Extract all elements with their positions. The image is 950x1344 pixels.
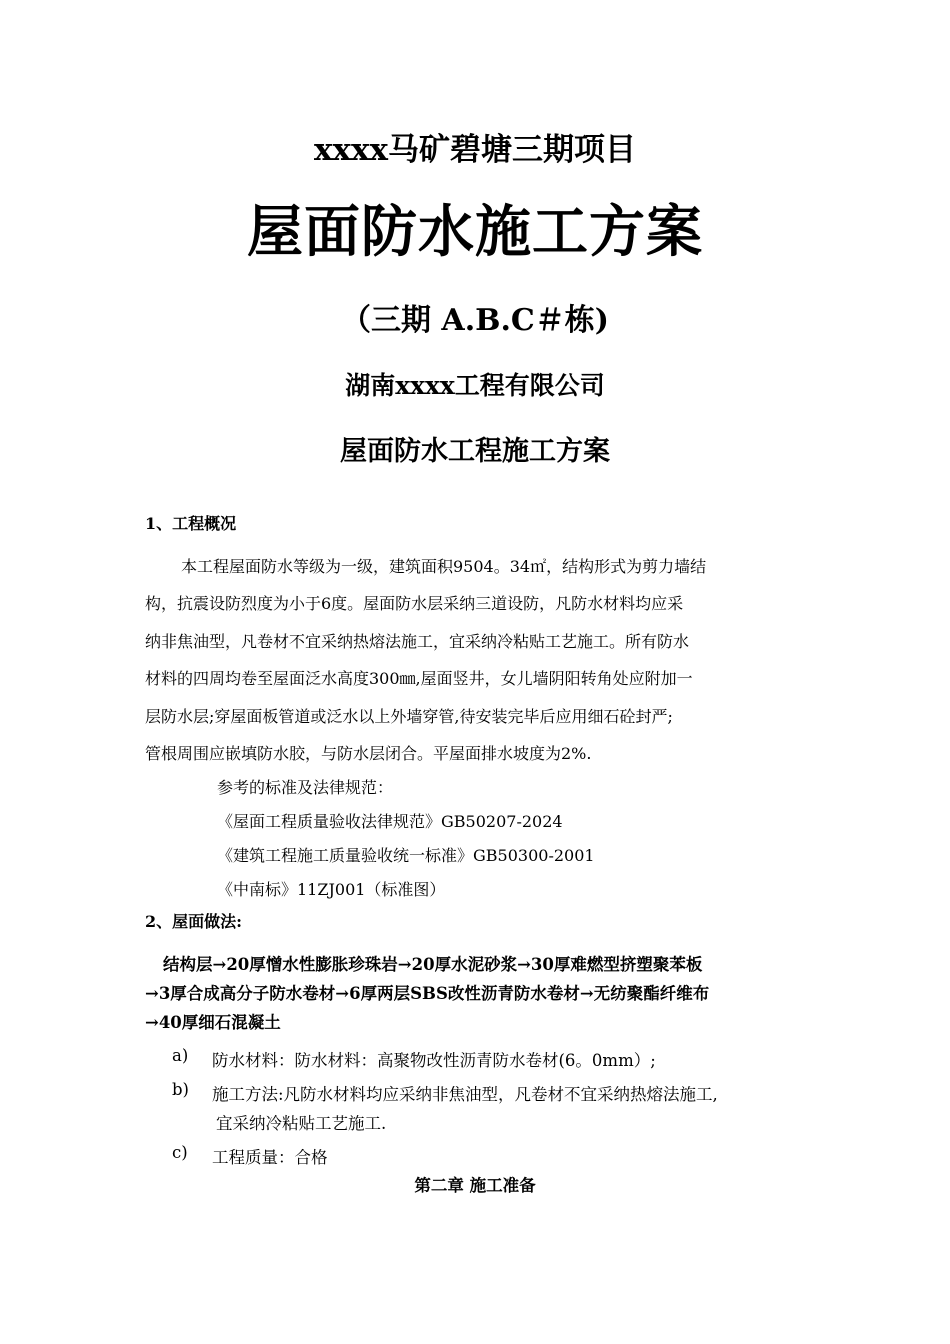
reference-intro: 参考的标准及法律规范： [217,778,394,797]
list-item-text: 施工方法:凡防水材料均应采纳非焦油型，凡卷材不宜采纳热熔法施工, [212,1085,718,1104]
paragraph-line: 构，抗震设防烈度为小于6度。屋面防水层采纳三道设防，凡防水材料均应采 [145,594,684,614]
project-overview-paragraph [145,548,811,772]
paragraph-line: 本工程屋面防水等级为一级，建筑面积9504。34㎡，结构形式为剪力墙结 [181,557,707,576]
section-1-heading: 1、工程概况 [145,514,237,533]
paragraph-line: 纳非焦油型，凡卷材不宜采纳热熔法施工，宜采纳冷粘贴工艺施工。所有防水 [145,631,690,651]
building-scope: （三期 A.B.C＃栋) [340,303,610,338]
list-marker: b) [172,1080,189,1099]
reference-item: 《屋面工程质量验收法律规范》GB50207-2024 [217,812,563,831]
document-title: 屋面防水工程施工方案 [340,436,610,467]
reference-item: 《建筑工程施工质量验收统一标准》GB50300-2001 [217,846,595,865]
method-line: →40厚细石混凝土 [145,1013,281,1032]
company-name: 湖南xxxx工程有限公司 [345,371,605,400]
paragraph-line: 材料的四周均卷至屋面泛水高度300㎜,屋面竖井，女儿墙阴阳转角处应附加一 [145,669,693,689]
list-item [172,1080,718,1138]
list-marker: a) [172,1046,189,1065]
list-item-text: 工程质量：合格 [212,1148,328,1167]
spec-list [172,1046,718,1172]
list-marker: c) [172,1143,188,1162]
reference-item: 《中南标》11ZJ001（标准图） [217,880,446,899]
paragraph-line: 层防水层;穿屋面板管道或泛水以上外墙穿管,待安装完毕后应用细石砼封严; [145,706,673,726]
section-2-heading: 2、屋面做法: [145,912,243,931]
method-line: →3厚合成高分子防水卷材→6厚两层SBS改性沥青防水卷材→无纺聚酯纤维布 [145,984,710,1003]
main-title: 屋面防水施工方案 [247,199,703,265]
list-item [172,1046,718,1075]
list-item [172,1143,718,1172]
method-line: 结构层→20厚憎水性膨胀珍珠岩→20厚水泥砂浆→30厚难燃型挤塑聚苯板 [163,955,703,974]
paragraph-line: 管根周围应嵌填防水胶，与防水层闭合。平屋面排水坡度为2%. [145,743,592,763]
chapter-2-heading: 第二章 施工准备 [414,1176,536,1195]
roof-layer-sequence [145,950,825,1037]
list-item-text: 防水材料：防水材料：高聚物改性沥青防水卷材(6。0mm）; [212,1051,656,1070]
reference-standards [217,771,595,907]
project-name: xxxx马矿碧塘三期项目 [314,132,636,168]
list-item-text: 宜采纳冷粘贴工艺施工. [216,1114,387,1133]
